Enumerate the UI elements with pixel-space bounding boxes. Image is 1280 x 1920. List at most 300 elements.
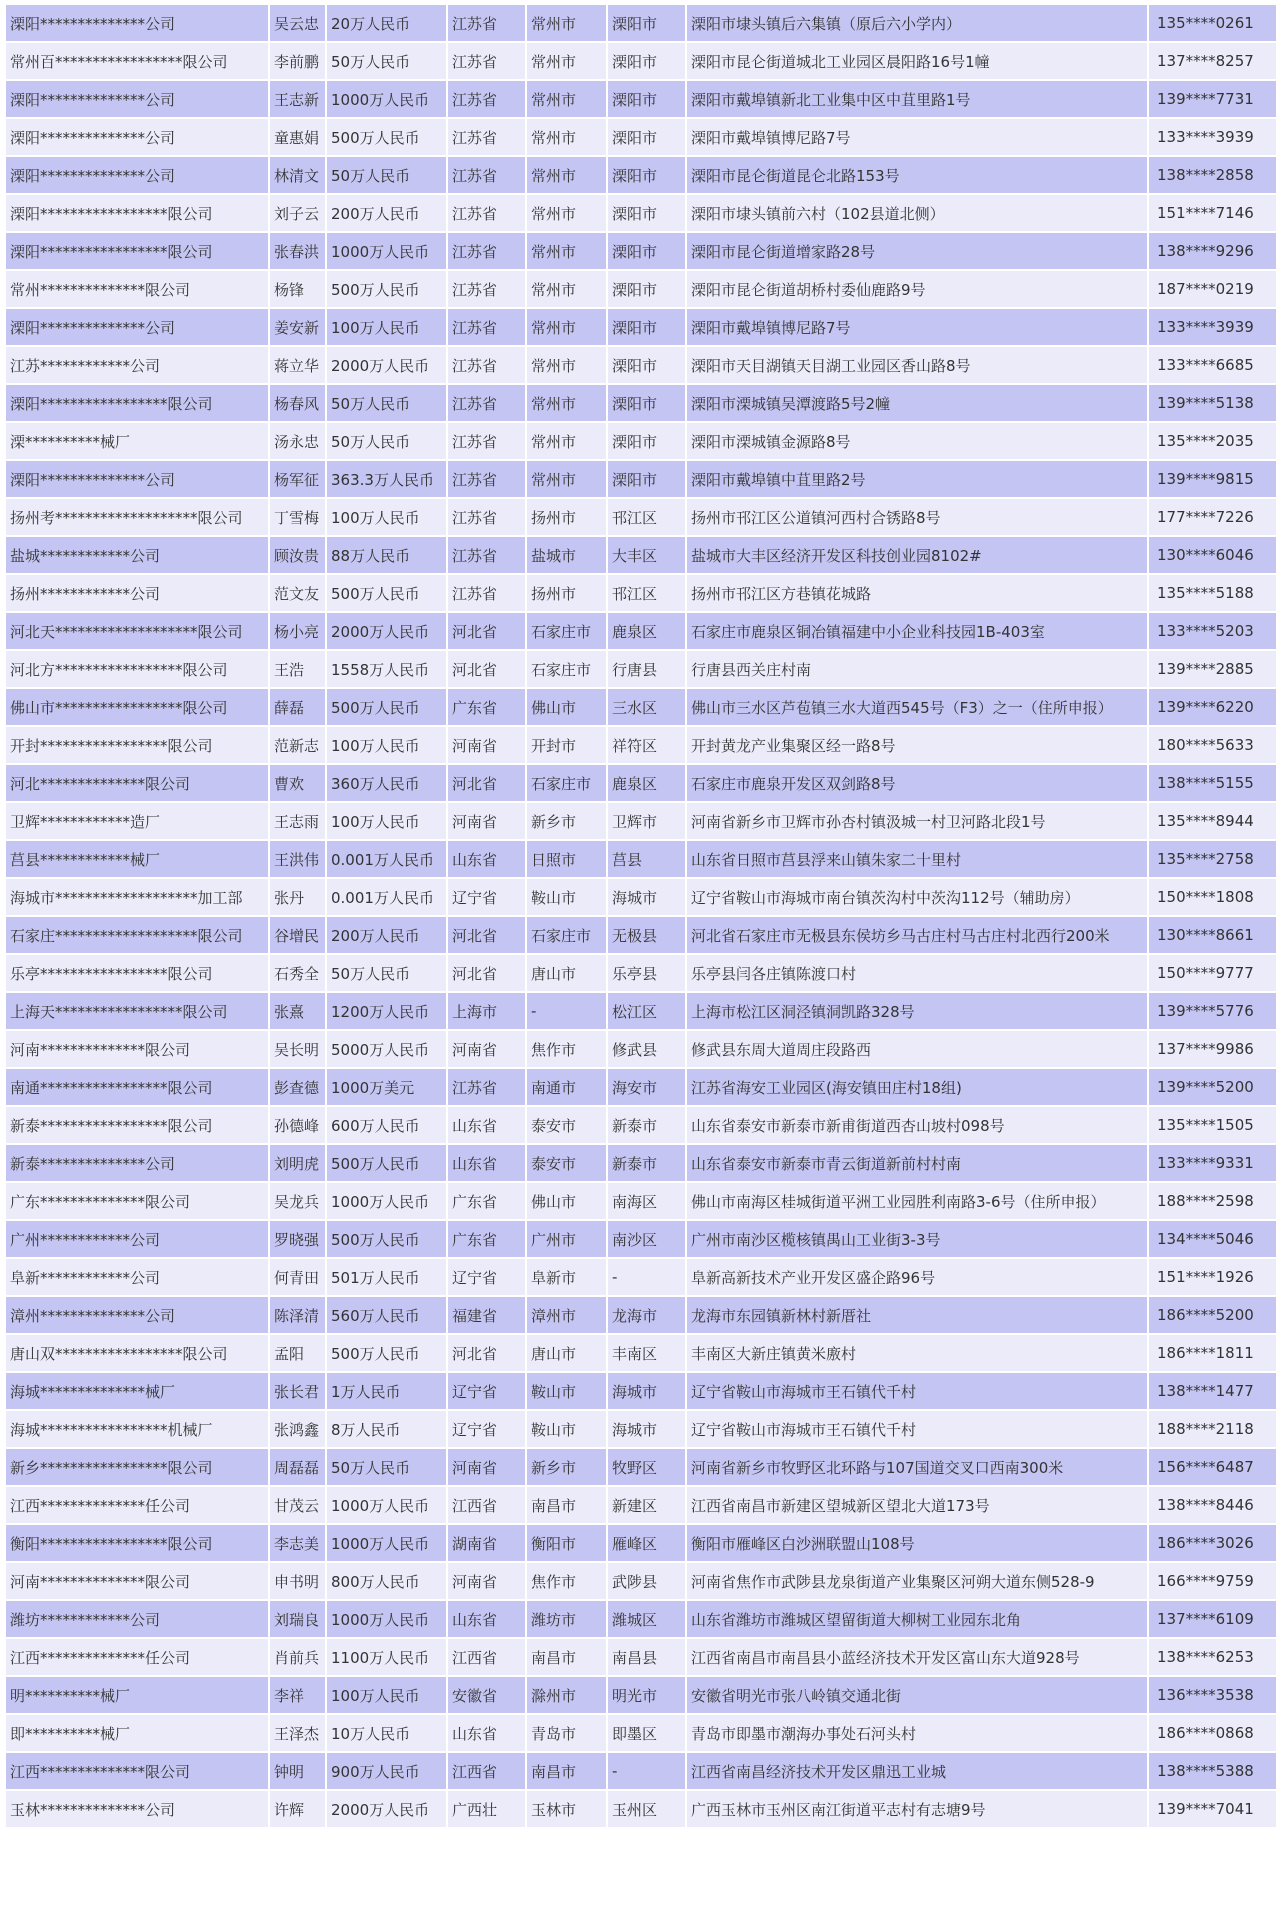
- address-cell: 江苏省海安工业园区(海安镇田庄村18组): [687, 1069, 1147, 1105]
- city-cell: 常州市: [527, 119, 606, 155]
- capital-cell: 500万人民币: [327, 1221, 446, 1257]
- table-row: [6, 423, 1276, 459]
- contact-cell: 吴云忠: [270, 5, 325, 41]
- district-cell: 潍城区: [608, 1601, 685, 1637]
- address-cell: 扬州市邗江区公道镇河西村合锈路8号: [687, 499, 1147, 535]
- address-cell: 衡阳市雁峰区白沙洲联盟山108号: [687, 1525, 1147, 1561]
- city-cell: 佛山市: [527, 1183, 606, 1219]
- contact-cell: 刘瑞良: [270, 1601, 325, 1637]
- contact-cell: 王志雨: [270, 803, 325, 839]
- province-cell: 辽宁省: [448, 1373, 525, 1409]
- province-cell: 江苏省: [448, 1069, 525, 1105]
- address-cell: 河南省新乡市卫辉市孙杏村镇汲城一村卫河路北段1号: [687, 803, 1147, 839]
- company-cell: 溧阳**************公司: [6, 119, 268, 155]
- city-cell: 玉林市: [527, 1791, 606, 1827]
- contact-cell: 范新志: [270, 727, 325, 763]
- capital-cell: 900万人民币: [327, 1753, 446, 1789]
- address-cell: 山东省泰安市新泰市新甫街道西杏山坡村098号: [687, 1107, 1147, 1143]
- table-row: [6, 499, 1276, 535]
- district-cell: 鹿泉区: [608, 613, 685, 649]
- company-cell: 广州************公司: [6, 1221, 268, 1257]
- city-cell: 盐城市: [527, 537, 606, 573]
- table-row: [6, 651, 1276, 687]
- contact-cell: 何青田: [270, 1259, 325, 1295]
- address-cell: 广西玉林市玉州区南江街道平志村有志塘9号: [687, 1791, 1147, 1827]
- district-cell: 海城市: [608, 1373, 685, 1409]
- table-row: [6, 1373, 1276, 1409]
- capital-cell: 500万人民币: [327, 119, 446, 155]
- table-row: [6, 575, 1276, 611]
- contact-cell: 张鸿鑫: [270, 1411, 325, 1447]
- capital-cell: 88万人民币: [327, 537, 446, 573]
- phone-cell: 139****7041: [1149, 1791, 1276, 1827]
- province-cell: 河南省: [448, 803, 525, 839]
- table-row: [6, 803, 1276, 839]
- company-cell: 唐山双*****************限公司: [6, 1335, 268, 1371]
- district-cell: 溧阳市: [608, 233, 685, 269]
- address-cell: 阜新高新技术产业开发区盛企路96号: [687, 1259, 1147, 1295]
- city-cell: 广州市: [527, 1221, 606, 1257]
- city-cell: 唐山市: [527, 955, 606, 991]
- city-cell: 衡阳市: [527, 1525, 606, 1561]
- table-row: [6, 43, 1276, 79]
- address-cell: 龙海市东园镇新林村新厝社: [687, 1297, 1147, 1333]
- phone-cell: 138****9296: [1149, 233, 1276, 269]
- city-cell: 常州市: [527, 157, 606, 193]
- table-row: [6, 537, 1276, 573]
- table-row: [6, 1601, 1276, 1637]
- district-cell: 莒县: [608, 841, 685, 877]
- phone-cell: 138****6253: [1149, 1639, 1276, 1675]
- company-cell: 南通*****************限公司: [6, 1069, 268, 1105]
- province-cell: 河南省: [448, 727, 525, 763]
- capital-cell: 100万人民币: [327, 803, 446, 839]
- city-cell: 扬州市: [527, 575, 606, 611]
- company-cell: 上海天*****************限公司: [6, 993, 268, 1029]
- table-row: [6, 613, 1276, 649]
- phone-cell: 133****6685: [1149, 347, 1276, 383]
- table-row: [6, 1715, 1276, 1751]
- phone-cell: 133****3939: [1149, 119, 1276, 155]
- province-cell: 江西省: [448, 1753, 525, 1789]
- province-cell: 江苏省: [448, 119, 525, 155]
- province-cell: 江苏省: [448, 499, 525, 535]
- province-cell: 河南省: [448, 1031, 525, 1067]
- company-cell: 河南**************限公司: [6, 1563, 268, 1599]
- company-cell: 溧阳**************公司: [6, 461, 268, 497]
- table-row: [6, 1297, 1276, 1333]
- province-cell: 广东省: [448, 1221, 525, 1257]
- capital-cell: 0.001万人民币: [327, 841, 446, 877]
- province-cell: 江苏省: [448, 157, 525, 193]
- capital-cell: 2000万人民币: [327, 613, 446, 649]
- phone-cell: 135****1505: [1149, 1107, 1276, 1143]
- capital-cell: 560万人民币: [327, 1297, 446, 1333]
- capital-cell: 2000万人民币: [327, 347, 446, 383]
- company-cell: 盐城************公司: [6, 537, 268, 573]
- phone-cell: 139****5776: [1149, 993, 1276, 1029]
- city-cell: 新乡市: [527, 1449, 606, 1485]
- address-cell: 丰南区大新庄镇黄米廒村: [687, 1335, 1147, 1371]
- address-cell: 溧阳市戴埠镇博尼路7号: [687, 309, 1147, 345]
- company-cell: 江西**************任公司: [6, 1487, 268, 1523]
- province-cell: 上海市: [448, 993, 525, 1029]
- company-cell: 海城市*******************加工部: [6, 879, 268, 915]
- company-cell: 溧阳**************公司: [6, 309, 268, 345]
- address-cell: 修武县东周大道周庄段路西: [687, 1031, 1147, 1067]
- contact-cell: 许辉: [270, 1791, 325, 1827]
- city-cell: 南昌市: [527, 1487, 606, 1523]
- district-cell: 南昌县: [608, 1639, 685, 1675]
- table-row: [6, 271, 1276, 307]
- address-cell: 辽宁省鞍山市海城市王石镇代千村: [687, 1373, 1147, 1409]
- province-cell: 辽宁省: [448, 1259, 525, 1295]
- city-cell: 南昌市: [527, 1639, 606, 1675]
- phone-cell: 139****7731: [1149, 81, 1276, 117]
- address-cell: 山东省泰安市新泰市青云街道新前村村南: [687, 1145, 1147, 1181]
- district-cell: 新泰市: [608, 1107, 685, 1143]
- contact-cell: 李前鹏: [270, 43, 325, 79]
- phone-cell: 188****2118: [1149, 1411, 1276, 1447]
- phone-cell: 186****3026: [1149, 1525, 1276, 1561]
- capital-cell: 0.001万人民币: [327, 879, 446, 915]
- phone-cell: 166****9759: [1149, 1563, 1276, 1599]
- company-cell: 漳州**************公司: [6, 1297, 268, 1333]
- contact-cell: 杨小亮: [270, 613, 325, 649]
- table-row: [6, 347, 1276, 383]
- capital-cell: 1200万人民币: [327, 993, 446, 1029]
- contact-cell: 杨春风: [270, 385, 325, 421]
- company-cell: 溧阳*****************限公司: [6, 233, 268, 269]
- address-cell: 溧阳市昆仑街道胡桥村委仙鹿路9号: [687, 271, 1147, 307]
- province-cell: 江苏省: [448, 5, 525, 41]
- contact-cell: 谷增民: [270, 917, 325, 953]
- phone-cell: 151****1926: [1149, 1259, 1276, 1295]
- address-cell: 石家庄市鹿泉开发区双剑路8号: [687, 765, 1147, 801]
- city-cell: 泰安市: [527, 1145, 606, 1181]
- district-cell: 鹿泉区: [608, 765, 685, 801]
- table-row: [6, 765, 1276, 801]
- capital-cell: 5000万人民币: [327, 1031, 446, 1067]
- table-row: [6, 5, 1276, 41]
- city-cell: 石家庄市: [527, 613, 606, 649]
- address-cell: 溧阳市昆仑街道昆仑北路153号: [687, 157, 1147, 193]
- city-cell: 鞍山市: [527, 1373, 606, 1409]
- contact-cell: 童惠娟: [270, 119, 325, 155]
- capital-cell: 500万人民币: [327, 271, 446, 307]
- capital-cell: 500万人民币: [327, 575, 446, 611]
- table-row: [6, 1639, 1276, 1675]
- address-cell: 盐城市大丰区经济开发区科技创业园8102#: [687, 537, 1147, 573]
- district-cell: 明光市: [608, 1677, 685, 1713]
- company-table: [4, 3, 1278, 1829]
- capital-cell: 1000万人民币: [327, 1487, 446, 1523]
- address-cell: 青岛市即墨市潮海办事处石河头村: [687, 1715, 1147, 1751]
- address-cell: 辽宁省鞍山市海城市王石镇代千村: [687, 1411, 1147, 1447]
- district-cell: 溧阳市: [608, 271, 685, 307]
- contact-cell: 范文友: [270, 575, 325, 611]
- phone-cell: 133****9331: [1149, 1145, 1276, 1181]
- capital-cell: 100万人民币: [327, 727, 446, 763]
- company-cell: 卫辉************造厂: [6, 803, 268, 839]
- city-cell: 唐山市: [527, 1335, 606, 1371]
- address-cell: 溧阳市戴埠镇博尼路7号: [687, 119, 1147, 155]
- city-cell: 青岛市: [527, 1715, 606, 1751]
- capital-cell: 1000万人民币: [327, 1183, 446, 1219]
- phone-cell: 135****8944: [1149, 803, 1276, 839]
- contact-cell: 甘茂云: [270, 1487, 325, 1523]
- address-cell: 河北省石家庄市无极县东侯坊乡马古庄村马古庄村北西行200米: [687, 917, 1147, 953]
- contact-cell: 申书明: [270, 1563, 325, 1599]
- province-cell: 河北省: [448, 917, 525, 953]
- district-cell: 邗江区: [608, 575, 685, 611]
- capital-cell: 1000万人民币: [327, 1601, 446, 1637]
- district-cell: 即墨区: [608, 1715, 685, 1751]
- address-cell: 山东省日照市莒县浮来山镇朱家二十里村: [687, 841, 1147, 877]
- table-row: [6, 689, 1276, 725]
- capital-cell: 1000万美元: [327, 1069, 446, 1105]
- province-cell: 安徽省: [448, 1677, 525, 1713]
- phone-cell: 130****6046: [1149, 537, 1276, 573]
- province-cell: 辽宁省: [448, 1411, 525, 1447]
- contact-cell: 肖前兵: [270, 1639, 325, 1675]
- phone-cell: 135****5188: [1149, 575, 1276, 611]
- city-cell: 泰安市: [527, 1107, 606, 1143]
- city-cell: 常州市: [527, 309, 606, 345]
- company-cell: 江西**************限公司: [6, 1753, 268, 1789]
- address-cell: 江西省南昌市新建区望城新区望北大道173号: [687, 1487, 1147, 1523]
- phone-cell: 139****5200: [1149, 1069, 1276, 1105]
- phone-cell: 139****6220: [1149, 689, 1276, 725]
- capital-cell: 20万人民币: [327, 5, 446, 41]
- province-cell: 山东省: [448, 1107, 525, 1143]
- company-cell: 溧阳**************公司: [6, 5, 268, 41]
- phone-cell: 133****5203: [1149, 613, 1276, 649]
- table-row: [6, 81, 1276, 117]
- district-cell: 无极县: [608, 917, 685, 953]
- city-cell: 鞍山市: [527, 879, 606, 915]
- table-body: [6, 5, 1276, 1827]
- table-row: [6, 917, 1276, 953]
- table-row: [6, 1677, 1276, 1713]
- district-cell: 溧阳市: [608, 309, 685, 345]
- city-cell: 常州市: [527, 385, 606, 421]
- city-cell: 常州市: [527, 195, 606, 231]
- contact-cell: 王泽杰: [270, 1715, 325, 1751]
- province-cell: 河北省: [448, 613, 525, 649]
- address-cell: 佛山市南海区桂城街道平洲工业园胜利南路3-6号（住所申报）: [687, 1183, 1147, 1219]
- contact-cell: 孙德峰: [270, 1107, 325, 1143]
- contact-cell: 汤永忠: [270, 423, 325, 459]
- capital-cell: 100万人民币: [327, 499, 446, 535]
- table-row: [6, 1791, 1276, 1827]
- capital-cell: 500万人民币: [327, 689, 446, 725]
- company-cell: 溧阳**************公司: [6, 157, 268, 193]
- company-cell: 广东**************限公司: [6, 1183, 268, 1219]
- table-row: [6, 1031, 1276, 1067]
- address-cell: 溧阳市溧城镇吴潭渡路5号2幢: [687, 385, 1147, 421]
- province-cell: 江西省: [448, 1487, 525, 1523]
- address-cell: 山东省潍坊市潍城区望留街道大柳树工业园东北角: [687, 1601, 1147, 1637]
- capital-cell: 200万人民币: [327, 917, 446, 953]
- contact-cell: 刘子云: [270, 195, 325, 231]
- province-cell: 山东省: [448, 1145, 525, 1181]
- table-row: [6, 879, 1276, 915]
- company-table-container: [4, 3, 1276, 1829]
- district-cell: -: [608, 1753, 685, 1789]
- district-cell: 雁峰区: [608, 1525, 685, 1561]
- province-cell: 江苏省: [448, 385, 525, 421]
- city-cell: 石家庄市: [527, 765, 606, 801]
- contact-cell: 张熹: [270, 993, 325, 1029]
- company-cell: 海城*****************机械厂: [6, 1411, 268, 1447]
- phone-cell: 138****8446: [1149, 1487, 1276, 1523]
- city-cell: 潍坊市: [527, 1601, 606, 1637]
- district-cell: 龙海市: [608, 1297, 685, 1333]
- company-cell: 明**********械厂: [6, 1677, 268, 1713]
- phone-cell: 188****2598: [1149, 1183, 1276, 1219]
- district-cell: 溧阳市: [608, 461, 685, 497]
- capital-cell: 500万人民币: [327, 1335, 446, 1371]
- company-cell: 河北方*****************限公司: [6, 651, 268, 687]
- capital-cell: 100万人民币: [327, 1677, 446, 1713]
- contact-cell: 吴长明: [270, 1031, 325, 1067]
- table-row: [6, 1259, 1276, 1295]
- district-cell: 新建区: [608, 1487, 685, 1523]
- city-cell: 滁州市: [527, 1677, 606, 1713]
- phone-cell: 180****5633: [1149, 727, 1276, 763]
- company-cell: 阜新************公司: [6, 1259, 268, 1295]
- province-cell: 河南省: [448, 1449, 525, 1485]
- company-cell: 江西**************任公司: [6, 1639, 268, 1675]
- capital-cell: 50万人民币: [327, 1449, 446, 1485]
- province-cell: 福建省: [448, 1297, 525, 1333]
- district-cell: 武陟县: [608, 1563, 685, 1599]
- table-row: [6, 1525, 1276, 1561]
- address-cell: 行唐县西关庄村南: [687, 651, 1147, 687]
- company-cell: 新泰*****************限公司: [6, 1107, 268, 1143]
- company-cell: 开封*****************限公司: [6, 727, 268, 763]
- company-cell: 新泰**************公司: [6, 1145, 268, 1181]
- phone-cell: 130****8661: [1149, 917, 1276, 953]
- address-cell: 石家庄市鹿泉区铜冶镇福建中小企业科技园1B-403室: [687, 613, 1147, 649]
- contact-cell: 李志美: [270, 1525, 325, 1561]
- company-cell: 新乡*****************限公司: [6, 1449, 268, 1485]
- phone-cell: 138****1477: [1149, 1373, 1276, 1409]
- district-cell: 溧阳市: [608, 5, 685, 41]
- phone-cell: 135****0261: [1149, 5, 1276, 41]
- province-cell: 江苏省: [448, 233, 525, 269]
- province-cell: 河北省: [448, 651, 525, 687]
- capital-cell: 10万人民币: [327, 1715, 446, 1751]
- capital-cell: 100万人民币: [327, 309, 446, 345]
- contact-cell: 李祥: [270, 1677, 325, 1713]
- province-cell: 河北省: [448, 765, 525, 801]
- city-cell: 焦作市: [527, 1031, 606, 1067]
- province-cell: 江苏省: [448, 81, 525, 117]
- city-cell: 南通市: [527, 1069, 606, 1105]
- phone-cell: 156****6487: [1149, 1449, 1276, 1485]
- table-row: [6, 1487, 1276, 1523]
- capital-cell: 360万人民币: [327, 765, 446, 801]
- company-cell: 莒县************械厂: [6, 841, 268, 877]
- district-cell: 溧阳市: [608, 43, 685, 79]
- table-row: [6, 727, 1276, 763]
- capital-cell: 1000万人民币: [327, 81, 446, 117]
- district-cell: 松江区: [608, 993, 685, 1029]
- company-cell: 乐亭*****************限公司: [6, 955, 268, 991]
- company-cell: 扬州考*******************限公司: [6, 499, 268, 535]
- district-cell: 南海区: [608, 1183, 685, 1219]
- contact-cell: 王洪伟: [270, 841, 325, 877]
- contact-cell: 彭查德: [270, 1069, 325, 1105]
- phone-cell: 138****5388: [1149, 1753, 1276, 1789]
- contact-cell: 钟明: [270, 1753, 325, 1789]
- province-cell: 河北省: [448, 1335, 525, 1371]
- address-cell: 溧阳市戴埠镇中苴里路2号: [687, 461, 1147, 497]
- district-cell: 新泰市: [608, 1145, 685, 1181]
- district-cell: 行唐县: [608, 651, 685, 687]
- phone-cell: 137****9986: [1149, 1031, 1276, 1067]
- table-row: [6, 955, 1276, 991]
- province-cell: 江苏省: [448, 347, 525, 383]
- city-cell: 南昌市: [527, 1753, 606, 1789]
- district-cell: 溧阳市: [608, 347, 685, 383]
- contact-cell: 曹欢: [270, 765, 325, 801]
- capital-cell: 363.3万人民币: [327, 461, 446, 497]
- company-cell: 河北天*******************限公司: [6, 613, 268, 649]
- province-cell: 广东省: [448, 1183, 525, 1219]
- district-cell: 溧阳市: [608, 423, 685, 459]
- province-cell: 河南省: [448, 1563, 525, 1599]
- table-row: [6, 1069, 1276, 1105]
- company-cell: 扬州************公司: [6, 575, 268, 611]
- capital-cell: 1000万人民币: [327, 1525, 446, 1561]
- capital-cell: 1万人民币: [327, 1373, 446, 1409]
- province-cell: 山东省: [448, 1715, 525, 1751]
- phone-cell: 177****7226: [1149, 499, 1276, 535]
- contact-cell: 张长君: [270, 1373, 325, 1409]
- capital-cell: 50万人民币: [327, 43, 446, 79]
- phone-cell: 139****9815: [1149, 461, 1276, 497]
- province-cell: 辽宁省: [448, 879, 525, 915]
- capital-cell: 8万人民币: [327, 1411, 446, 1447]
- address-cell: 佛山市三水区芦苞镇三水大道西545号（F3）之一（住所申报）: [687, 689, 1147, 725]
- contact-cell: 薛磊: [270, 689, 325, 725]
- address-cell: 江西省南昌市南昌县小蓝经济技术开发区富山东大道928号: [687, 1639, 1147, 1675]
- city-cell: -: [527, 993, 606, 1029]
- contact-cell: 蒋立华: [270, 347, 325, 383]
- contact-cell: 石秀全: [270, 955, 325, 991]
- district-cell: 祥符区: [608, 727, 685, 763]
- district-cell: 溧阳市: [608, 119, 685, 155]
- table-row: [6, 195, 1276, 231]
- capital-cell: 500万人民币: [327, 1145, 446, 1181]
- district-cell: 南沙区: [608, 1221, 685, 1257]
- province-cell: 江苏省: [448, 423, 525, 459]
- table-row: [6, 233, 1276, 269]
- province-cell: 广西壮: [448, 1791, 525, 1827]
- phone-cell: 137****6109: [1149, 1601, 1276, 1637]
- address-cell: 辽宁省鞍山市海城市南台镇茨沟村中茨沟112号（辅助房）: [687, 879, 1147, 915]
- district-cell: 大丰区: [608, 537, 685, 573]
- province-cell: 湖南省: [448, 1525, 525, 1561]
- city-cell: 扬州市: [527, 499, 606, 535]
- capital-cell: 1100万人民币: [327, 1639, 446, 1675]
- city-cell: 开封市: [527, 727, 606, 763]
- company-cell: 溧阳*****************限公司: [6, 385, 268, 421]
- table-row: [6, 1563, 1276, 1599]
